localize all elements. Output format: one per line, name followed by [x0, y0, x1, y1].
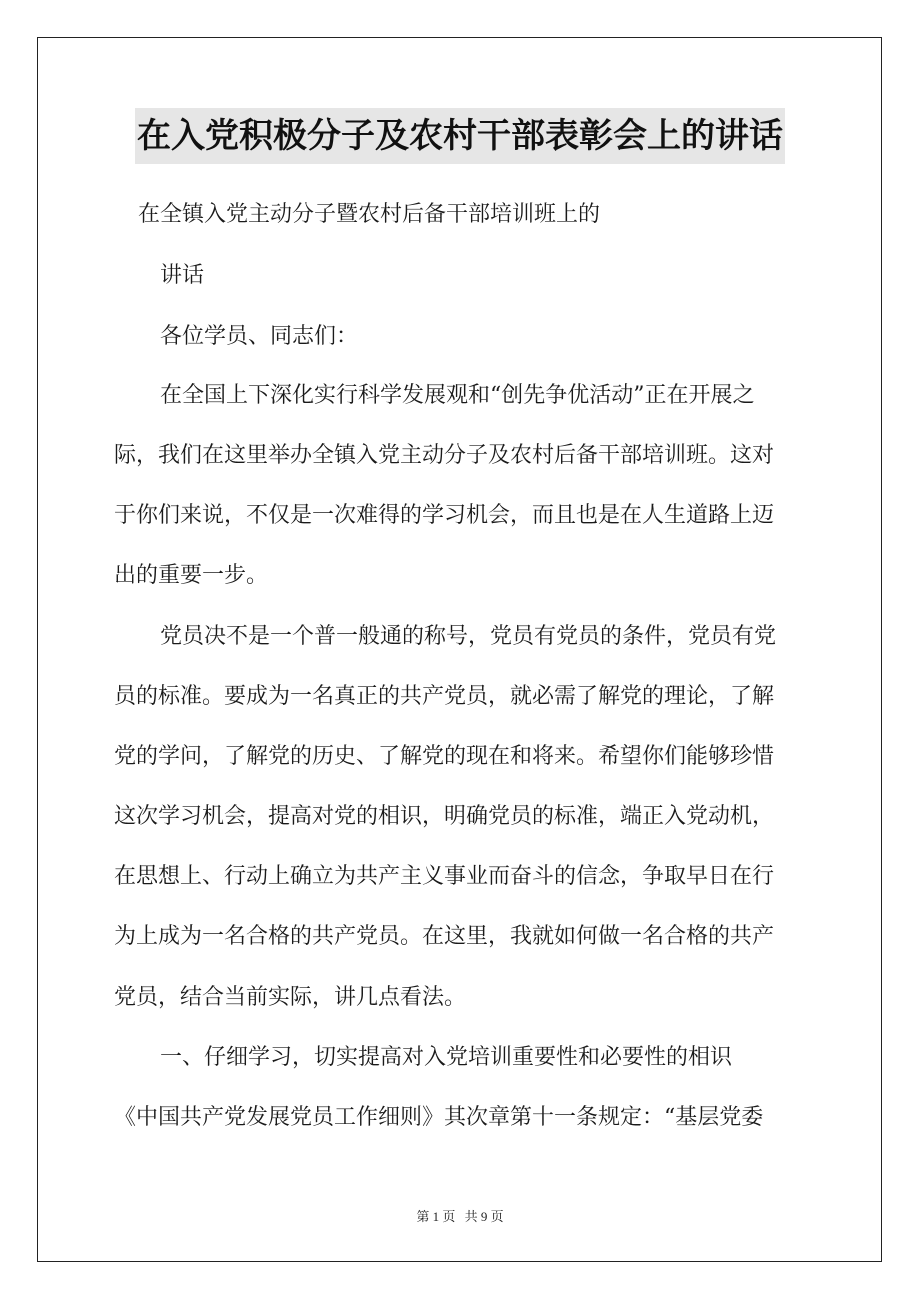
body-line-6: 于你们来说，不仅是一次难得的学习机会，而且也是在人生道路上迈 — [114, 503, 775, 528]
page-number: 第 1 页 — [416, 1209, 456, 1224]
page-total: 共 9 页 — [464, 1209, 504, 1224]
body-line-1: 在全镇入党主动分子暨农村后备干部培训班上的 — [138, 202, 601, 227]
document-title: 在入党积极分子及农村干部表彰会上的讲话 — [135, 108, 785, 164]
body-line-13: 为上成为一名合格的共产党员。在这里，我就如何做一名合格的共产 — [114, 924, 775, 949]
body-line-9: 员的标准。要成为一名真正的共产党员，就必需了解党的理论，了解 — [114, 684, 775, 709]
body-line-16: 《中国共产党发展党员工作细则》其次章第十一条规定：“基层党委 — [114, 1105, 764, 1130]
title-container — [0, 108, 920, 164]
body-line-8: 党员决不是一个普一般通的称号，党员有党员的条件，党员有党 — [160, 624, 777, 649]
salutation: 各位学员、同志们： — [160, 324, 359, 349]
body-line-2: 讲话 — [160, 263, 205, 288]
section-heading-1: 一、仔细学习，切实提高对入党培训重要性和必要性的相识 — [160, 1045, 733, 1070]
body-line-14: 党员，结合当前实际，讲几点看法。 — [114, 985, 467, 1010]
body-line-4: 在全国上下深化实行科学发展观和“创先争优活动”正在开展之 — [160, 383, 755, 408]
body-line-7: 出的重要一步。 — [114, 563, 269, 588]
body-line-10: 党的学问，了解党的历史、了解党的现在和将来。希望你们能够珍惜 — [114, 744, 775, 769]
page-footer — [0, 1206, 920, 1225]
body-line-12: 在思想上、行动上确立为共产主义事业而奋斗的信念，争取早日在行 — [114, 864, 775, 889]
body-line-11: 这次学习机会，提高对党的相识，明确党员的标准，端正入党动机， — [114, 804, 775, 829]
body-line-5: 际，我们在这里举办全镇入党主动分子及农村后备干部培训班。这对 — [114, 443, 775, 468]
